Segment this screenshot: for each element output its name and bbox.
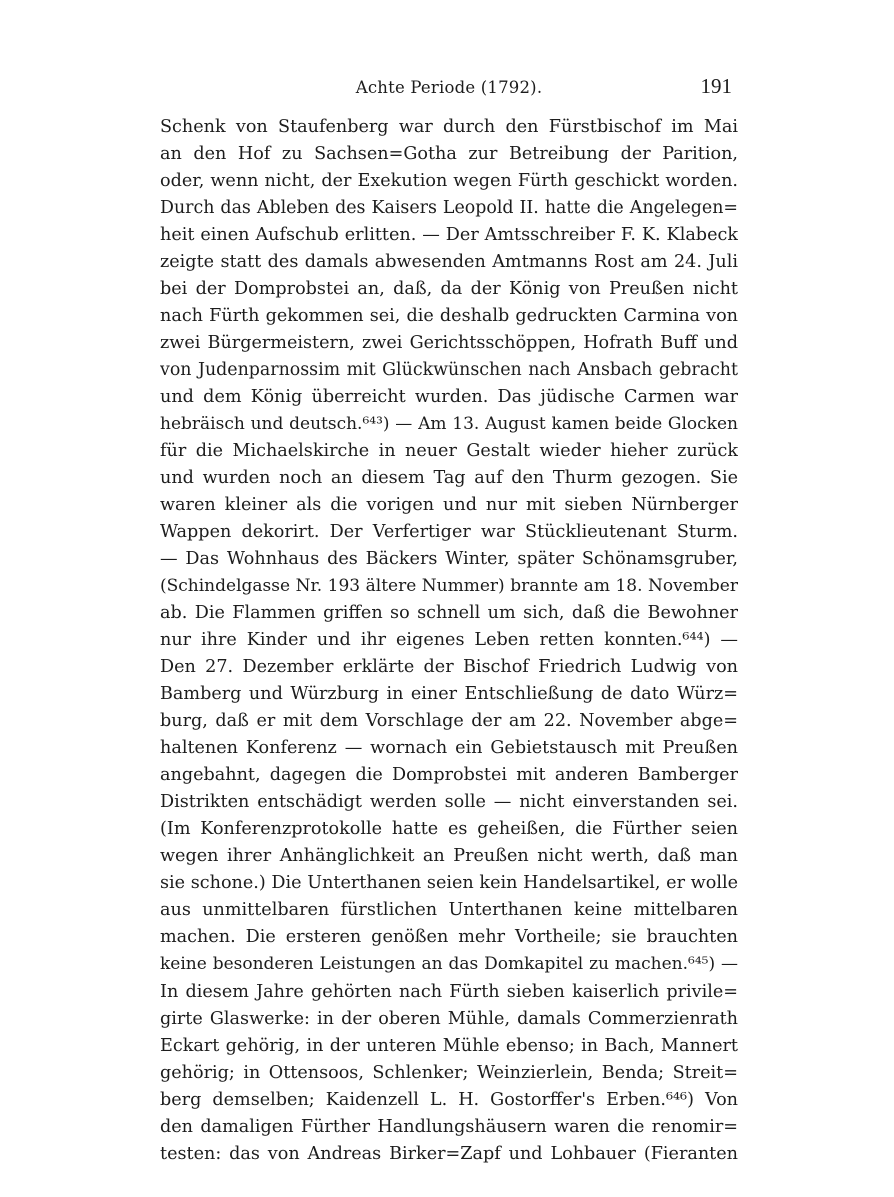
text-line: Wappen dekorirt. Der Verfertiger war Stücklieutenant Sturm. [160, 522, 738, 543]
page-header [160, 74, 738, 104]
text-line: den damaligen Fürther Handlungshäusern waren die renomir= [160, 1116, 738, 1137]
text-line: oder, wenn nicht, der Exekution wegen Fürth geschickt worden. [160, 171, 738, 192]
text-line: keine besonderen Leistungen an das Domkapitel zu machen.⁶⁴⁵) — [160, 954, 738, 975]
page-number: 191 [700, 74, 732, 98]
text-line: haltenen Konferenz — wornach ein Gebietstausch mit Preußen [160, 738, 738, 759]
text-line: Durch das Ableben des Kaisers Leopold II. hatte die Angelegen= [160, 198, 738, 219]
text-line: — Das Wohnhaus des Bäckers Winter, später Schönamsgruber, [160, 549, 738, 570]
text-line: angebahnt, dagegen die Domprobstei mit anderen Bamberger [160, 765, 738, 786]
text-line: aus unmittelbaren fürstlichen Unterthanen keine mittelbaren [160, 900, 738, 921]
text-line: nur ihre Kinder und ihr eigenes Leben retten konnten.⁶⁴⁴) — [160, 630, 738, 651]
text-line: bei der Domprobstei an, daß, da der König von Preußen nicht [160, 279, 738, 300]
text-line: sie schone.) Die Unterthanen seien kein Handelsartikel, er wolle [160, 873, 738, 894]
text-line: In diesem Jahre gehörten nach Fürth sieben kaiserlich privile= [160, 981, 738, 1002]
text-line: machen. Die ersteren genößen mehr Vortheile; sie brauchten [160, 927, 738, 948]
running-head: Achte Periode (1792). [355, 78, 543, 97]
text-line: Bamberg und Würzburg in einer Entschließung de dato Würz= [160, 684, 738, 705]
text-line: testen: das von Andreas Birker=Zapf und Lohbauer (Fieranten [160, 1143, 738, 1164]
text-line: hebräisch und deutsch.⁶⁴³) — Am 13. August kamen beide Glocken [160, 414, 738, 435]
text-line: (Im Konferenzprotokolle hatte es geheißen, die Fürther seien [160, 819, 738, 840]
text-line: an den Hof zu Sachsen=Gotha zur Betreibung der Parition, [160, 144, 738, 165]
text-line: für die Michaelskirche in neuer Gestalt wieder hieher zurück [160, 441, 738, 462]
text-line: Schenk von Staufenberg war durch den Fürstbischof im Mai [160, 117, 738, 137]
text-line: nach Fürth gekommen sei, die deshalb gedruckten Carmina von [160, 306, 738, 327]
text-line: (Schindelgasse Nr. 193 ältere Nummer) brannte am 18. November [160, 576, 738, 597]
body-text [160, 114, 738, 1168]
text-line: gehörig; in Ottensoos, Schlenker; Weinzierlein, Benda; Streit= [160, 1062, 738, 1083]
text-line: Den 27. Dezember erklärte der Bischof Friedrich Ludwig von [160, 657, 738, 678]
text-line: zeigte statt des damals abwesenden Amtmanns Rost am 24. Juli [160, 252, 738, 273]
text-line: von Judenparnossim mit Glückwünschen nach Ansbach gebracht [160, 360, 738, 381]
text-line: und wurden noch an diesem Tag auf den Thurm gezogen. Sie [160, 468, 738, 489]
text-line: waren kleiner als die vorigen und nur mit sieben Nürnberger [160, 495, 738, 516]
text-line: und dem König überreicht wurden. Das jüdische Carmen war [160, 387, 738, 408]
text-line: Distrikten entschädigt werden solle — nicht einverstanden sei. [160, 792, 738, 813]
text-line: burg, daß er mit dem Vorschlage der am 22. November abge= [160, 711, 738, 732]
text-line: heit einen Aufschub erlitten. — Der Amtsschreiber F. K. Klabeck [160, 225, 738, 246]
text-line: berg demselben; Kaidenzell L. H. Gostorffer's Erben.⁶⁴⁶) Von [160, 1089, 738, 1110]
text-line: wegen ihrer Anhänglichkeit an Preußen nicht werth, daß man [160, 846, 738, 867]
text-line: Eckart gehörig, in der unteren Mühle ebenso; in Bach, Mannert [160, 1035, 738, 1056]
text-line: girte Glaswerke: in der oberen Mühle, damals Commerzienrath [160, 1008, 738, 1029]
text-line: ab. Die Flammen griffen so schnell um sich, daß die Bewohner [160, 603, 738, 624]
text-line: zwei Bürgermeistern, zwei Gerichtsschöppen, Hofrath Buff und [160, 333, 738, 354]
